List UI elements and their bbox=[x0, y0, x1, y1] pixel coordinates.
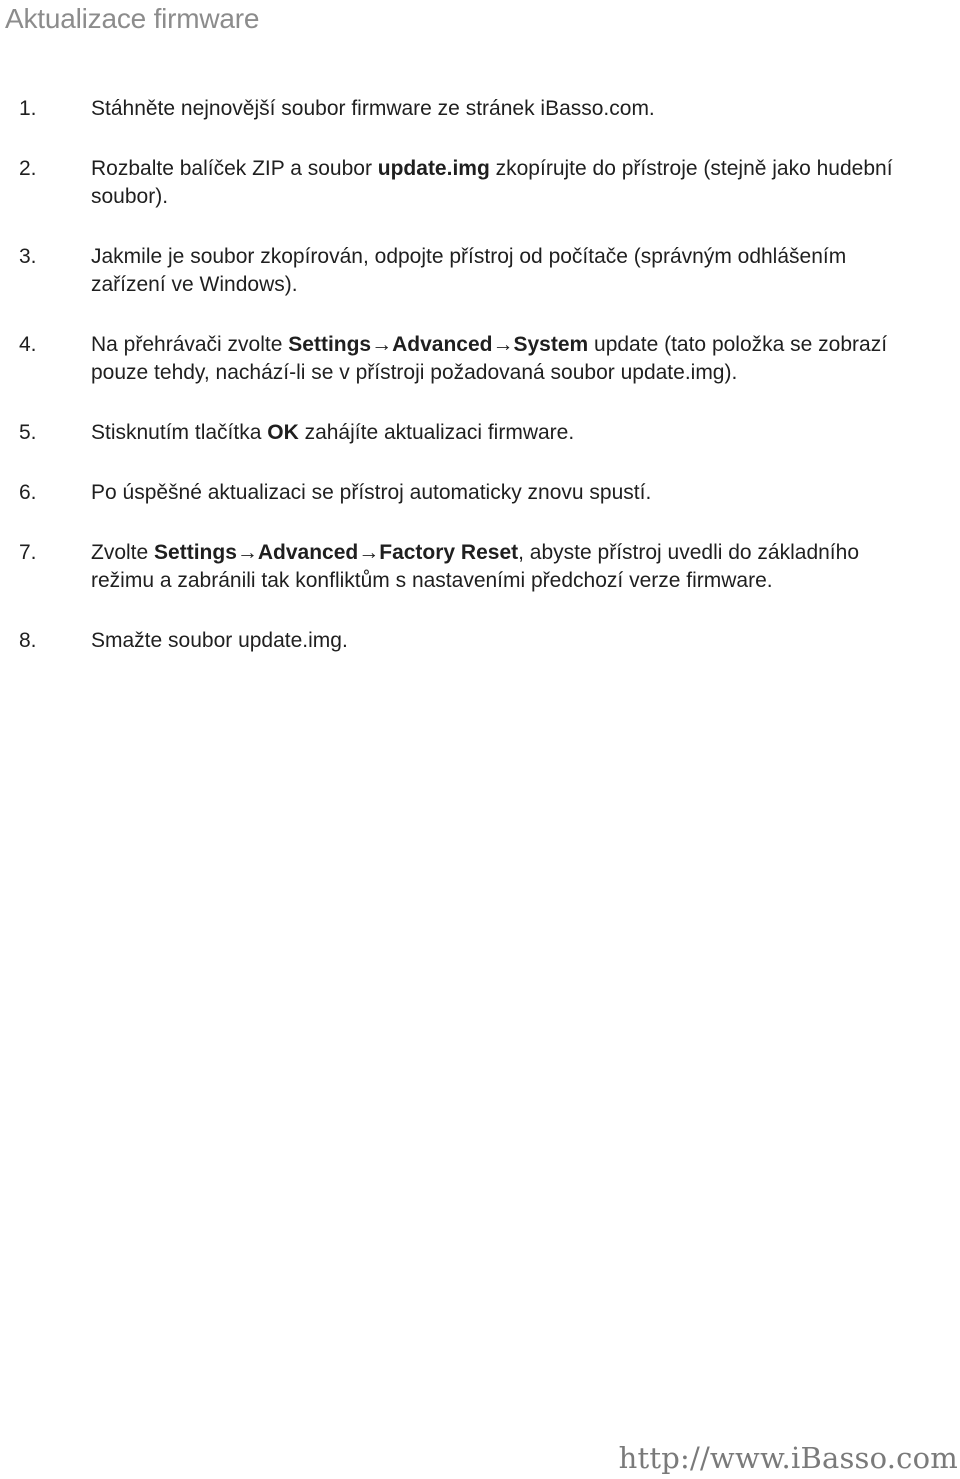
step-text: Stáhněte nejnovější soubor firmware ze stránek iBasso.com. bbox=[91, 97, 655, 120]
step-item bbox=[0, 331, 960, 387]
step-item bbox=[0, 539, 960, 595]
step-item bbox=[0, 155, 960, 211]
step-text: Smažte soubor update.img. bbox=[91, 629, 348, 652]
step-number: 1. bbox=[19, 97, 37, 120]
step-text: Stisknutím tlačítka bbox=[91, 421, 268, 444]
step-text: Zvolte bbox=[91, 541, 155, 564]
step-emphasis: Settings→Advanced→Factory Reset bbox=[154, 541, 519, 564]
step-text: , abyste přístroj uvedli do základního režimu a zabránili tak konfliktům s nastaveními předchozí verze firmware. bbox=[91, 541, 860, 592]
step-item bbox=[0, 627, 960, 655]
step-number: 6. bbox=[19, 481, 37, 504]
step-emphasis: Settings→Advanced→System bbox=[288, 333, 589, 356]
step-text: Rozbalte balíček ZIP a soubor bbox=[91, 157, 378, 180]
step-text: update (tato položka se zobrazí pouze tehdy, nachází-li se v přístroji požadovaná soubor update.img). bbox=[91, 333, 888, 384]
step-text: Jakmile je soubor zkopírován, odpojte přístroj od počítače (správným odhlášením zařízení ve Windows). bbox=[91, 245, 847, 296]
step-text: zkopírujte do přístroje (stejně jako hudební soubor). bbox=[91, 157, 893, 208]
step-number: 8. bbox=[19, 629, 37, 652]
step-number: 3. bbox=[19, 245, 37, 268]
step-text: Po úspěšné aktualizaci se přístroj automaticky znovu spustí. bbox=[91, 481, 652, 504]
step-emphasis: update.img bbox=[377, 157, 490, 180]
step-text: zahájíte aktualizaci firmware. bbox=[298, 421, 575, 444]
step-emphasis: OK bbox=[267, 421, 299, 444]
step-number: 2. bbox=[19, 157, 37, 180]
footer-url: http://www.iBasso.com bbox=[618, 1441, 958, 1475]
step-item bbox=[0, 95, 960, 123]
step-item bbox=[0, 479, 960, 507]
step-number: 7. bbox=[19, 541, 37, 564]
step-text: Na přehrávači zvolte bbox=[91, 333, 289, 356]
step-item bbox=[0, 243, 960, 299]
step-number: 5. bbox=[19, 421, 37, 444]
page-title: Aktualizace firmware bbox=[5, 3, 260, 34]
step-item bbox=[0, 419, 960, 447]
step-number: 4. bbox=[19, 333, 37, 356]
steps-list bbox=[0, 95, 960, 687]
